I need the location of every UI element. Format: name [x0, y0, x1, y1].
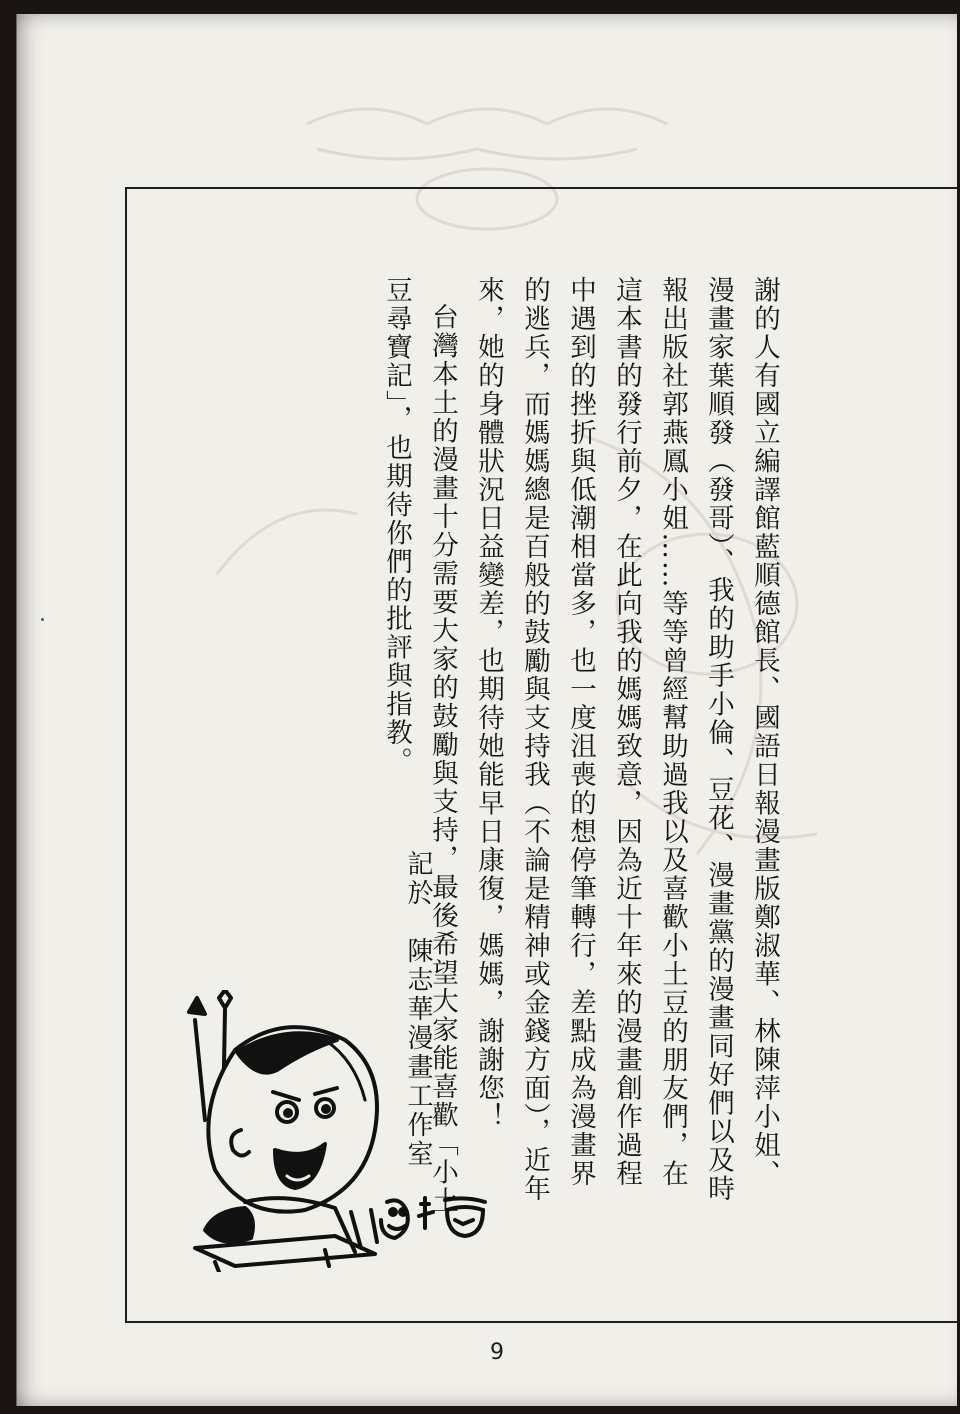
paragraph-closing: 台灣本土的漫畫十分需要大家的鼓勵與支持，最後希望大家能喜歡「小土豆尋寶記」，也期待你們的批評與指教。	[381, 276, 458, 1215]
chen-signature-logo-icon	[381, 1198, 485, 1238]
cartoon-self-portrait-icon	[175, 990, 505, 1272]
paragraph-thanks: 謝的人有國立編譯館藍順德館長、國語日報漫畫版鄭淑華、林陳萍小姐、漫畫家葉順發（發哥）、我的助手小倫、豆花、漫畫黨的漫畫同好們以及時報出版社郭燕鳳小姐……等等曾經幫助過我以及喜歡小土豆的朋友們，在這本書的發行前夕，在此向我的媽媽致意，因為近十年來的漫畫創作過程中遇到的挫折與低潮相當多，也一度沮喪的想停筆轉行，差點成為漫畫界的逃兵，而媽媽總是百般的鼓勵與支持我（不論是精神或金錢方面），近年來，她的身體狀況日益變差，也期待她能早日康復，媽媽，謝謝您！	[473, 276, 780, 1204]
book-page	[16, 14, 957, 1406]
page-number: 9	[490, 1340, 504, 1365]
paper-speck	[41, 618, 44, 621]
signature-line: 記於 陳志華漫畫工作室	[403, 850, 433, 1169]
